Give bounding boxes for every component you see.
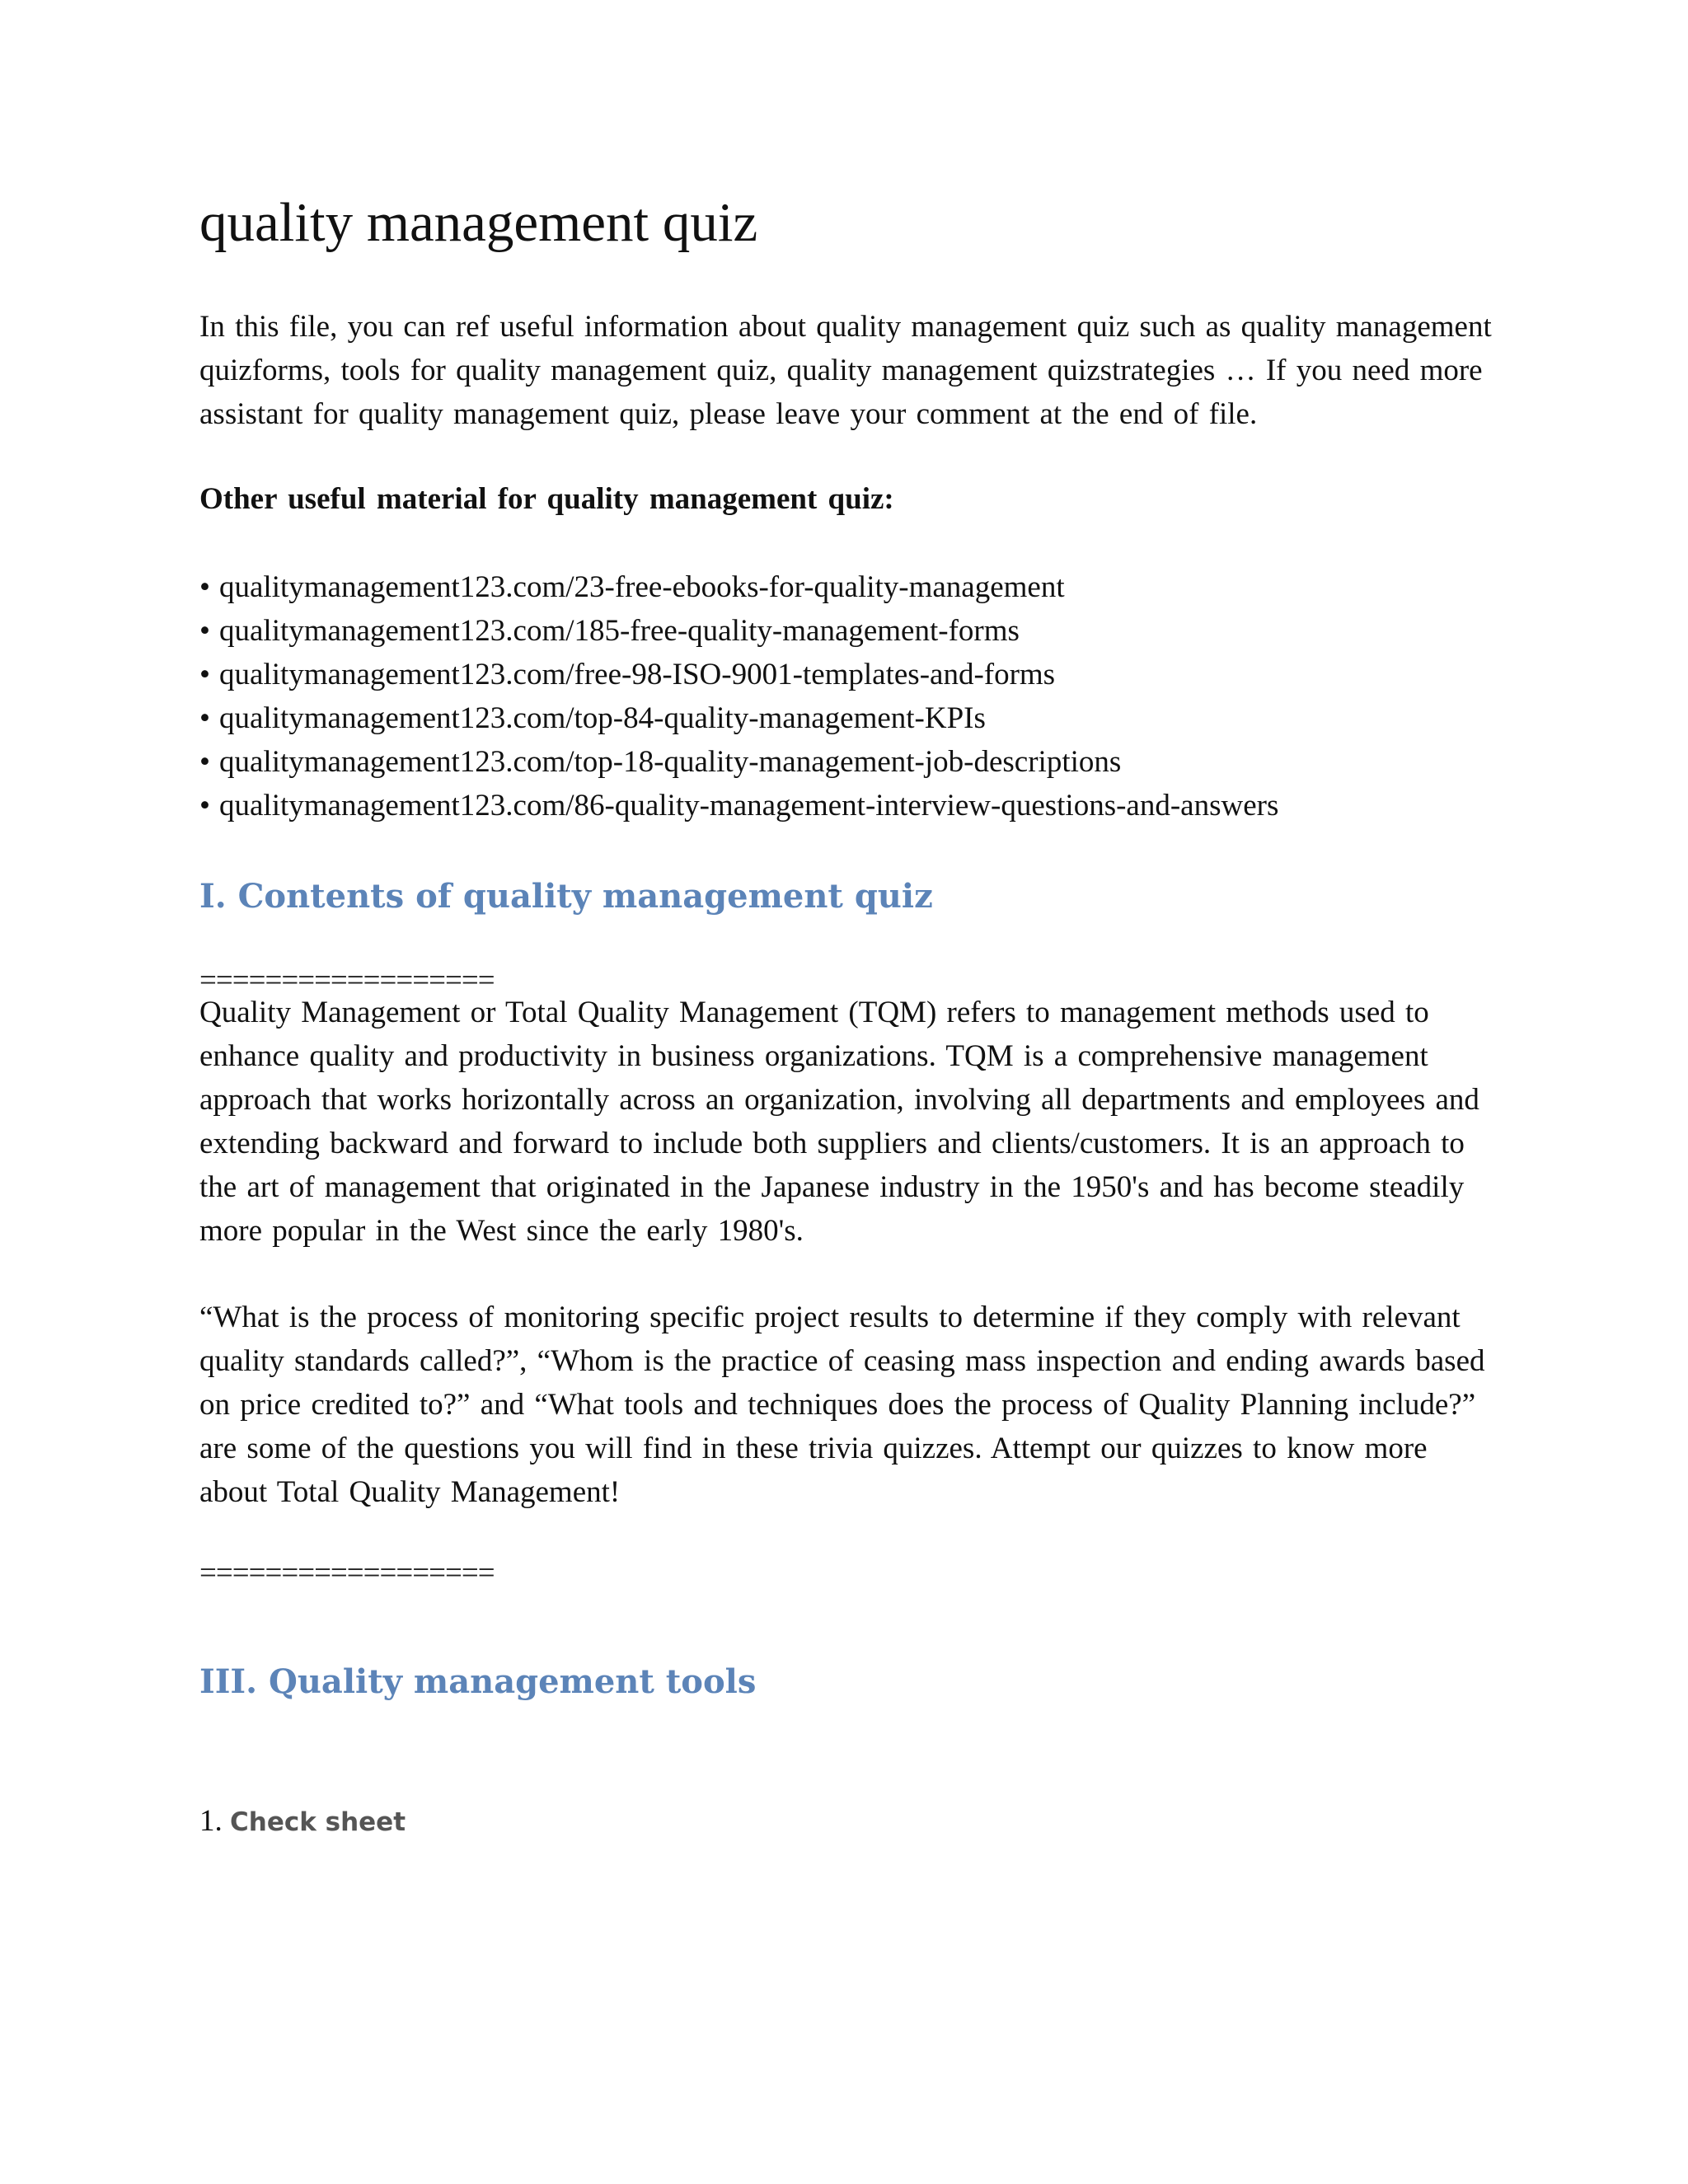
divider-line-end: ==================	[199, 1556, 495, 1591]
resource-link-item[interactable]	[199, 740, 1502, 784]
bullet-marker: •	[199, 745, 210, 780]
bullet-marker: •	[199, 701, 210, 736]
tool-list-number: 1.	[199, 1804, 223, 1839]
resource-link-text[interactable]: qualitymanagement123.com/86-quality-management-interview-questions-and-answers	[219, 789, 1279, 823]
other-material-heading: Other useful material for quality management quiz:	[199, 482, 894, 517]
resource-link-item[interactable]	[199, 696, 1502, 740]
intro-paragraph: In this file, you can ref useful information about quality management quiz such as quality management quizforms, tools for quality management quiz, quality management quizstrategies … If you need more assistant for quality management quiz, please leave your comment at the end of file.	[199, 310, 1492, 432]
tool-list-label: Check sheet	[230, 1807, 406, 1838]
resource-link-text[interactable]: qualitymanagement123.com/185-free-quality-management-forms	[219, 614, 1020, 649]
bullet-marker: •	[199, 614, 210, 649]
document-content	[199, 190, 1502, 1844]
bullet-marker: •	[199, 570, 210, 605]
divider-line: ==================	[199, 964, 495, 987]
resource-link-text[interactable]: qualitymanagement123.com/free-98-ISO-9001-templates-and-forms	[219, 658, 1056, 692]
resource-link-list	[199, 565, 1502, 827]
contents-section-heading: I. Contents of quality management quiz	[199, 877, 933, 916]
tool-list-item	[199, 1799, 1502, 1844]
resource-link-item[interactable]	[199, 653, 1502, 696]
quiz-questions-paragraph: “What is the process of monitoring specific project results to determine if they comply with relevant quality standards called?”, “Whom is the practice of ceasing mass inspection and ending awards based on price credited to?” and “What tools and techniques does the process of Quality Planning include?” are some of the questions you will find in these trivia quizzes. Attempt our quizzes to know more about Total Quality Management!	[199, 1301, 1485, 1510]
tools-section-heading: III. Quality management tools	[199, 1662, 757, 1702]
bullet-marker: •	[199, 658, 210, 692]
resource-link-item[interactable]	[199, 609, 1502, 653]
resource-link-text[interactable]: qualitymanagement123.com/top-84-quality-management-KPIs	[219, 701, 986, 736]
bullet-marker: •	[199, 789, 210, 823]
resource-link-item[interactable]	[199, 565, 1502, 609]
resource-link-text[interactable]: qualitymanagement123.com/23-free-ebooks-for-quality-management	[219, 570, 1065, 605]
tqm-definition-paragraph: Quality Management or Total Quality Management (TQM) refers to management methods used to enhance quality and productivity in business organizations. TQM is a comprehensive management approach that works horizontally across an organization, involving all departments and employees and extending backward and forward to include both suppliers and clients/customers. It is an approach to the art of management that originated in the Japanese industry in the 1950's and has become steadily more popular in the West since the early 1980's.	[199, 996, 1479, 1249]
resource-link-item[interactable]	[199, 784, 1502, 827]
document-title: quality management quiz	[199, 192, 758, 253]
resource-link-text[interactable]: qualitymanagement123.com/top-18-quality-management-job-descriptions	[219, 745, 1122, 780]
